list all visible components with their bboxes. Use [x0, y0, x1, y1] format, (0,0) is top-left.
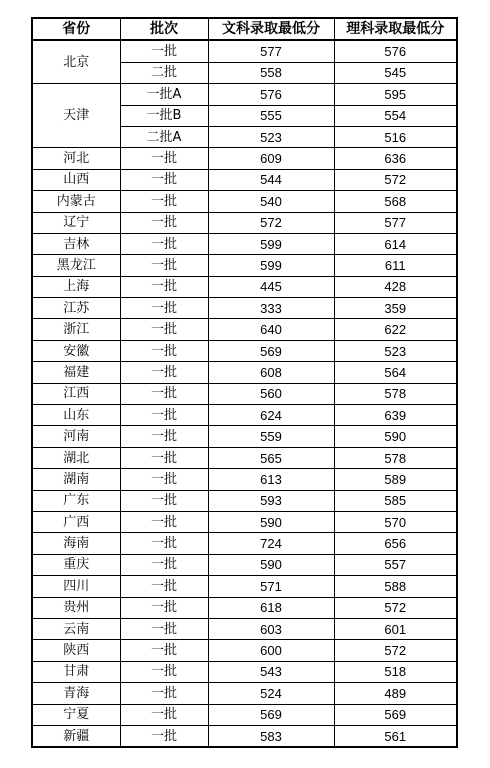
science-score-cell: 523 — [334, 340, 457, 361]
header-row — [32, 18, 457, 40]
arts-score-cell: 590 — [208, 511, 334, 532]
table-row — [32, 511, 457, 532]
arts-score-cell: 523 — [208, 126, 334, 147]
arts-score-cell: 560 — [208, 383, 334, 404]
batch-cell: 一批 — [120, 319, 208, 340]
province-cell: 甘肃 — [32, 661, 120, 682]
province-cell: 山西 — [32, 169, 120, 190]
arts-score-cell: 618 — [208, 597, 334, 618]
table-row — [32, 533, 457, 554]
arts-score-cell: 593 — [208, 490, 334, 511]
arts-score-cell: 599 — [208, 233, 334, 254]
batch-cell: 一批A — [120, 84, 208, 105]
arts-score-cell: 577 — [208, 40, 334, 62]
batch-cell: 一批 — [120, 640, 208, 661]
table-row — [32, 255, 457, 276]
table-row — [32, 340, 457, 361]
province-cell: 山东 — [32, 405, 120, 426]
batch-cell: 一批 — [120, 276, 208, 297]
table-body — [32, 40, 457, 747]
science-score-cell: 516 — [334, 126, 457, 147]
science-score-cell: 489 — [334, 683, 457, 704]
table-row — [32, 148, 457, 169]
batch-cell: 一批 — [120, 362, 208, 383]
science-score-cell: 545 — [334, 62, 457, 83]
table-row — [32, 212, 457, 233]
batch-cell: 一批 — [120, 298, 208, 319]
arts-score-cell: 576 — [208, 84, 334, 105]
arts-score-cell: 569 — [208, 340, 334, 361]
province-cell: 新疆 — [32, 725, 120, 747]
batch-cell: 一批 — [120, 469, 208, 490]
batch-cell: 一批 — [120, 725, 208, 747]
arts-score-cell: 571 — [208, 576, 334, 597]
province-cell: 江苏 — [32, 298, 120, 319]
science-score-cell: 359 — [334, 298, 457, 319]
table-row — [32, 426, 457, 447]
batch-cell: 一批 — [120, 704, 208, 725]
science-score-cell: 570 — [334, 511, 457, 532]
batch-cell: 一批 — [120, 511, 208, 532]
batch-cell: 一批 — [120, 340, 208, 361]
batch-cell: 一批 — [120, 661, 208, 682]
batch-cell: 一批 — [120, 169, 208, 190]
province-cell: 宁夏 — [32, 704, 120, 725]
arts-score-cell: 333 — [208, 298, 334, 319]
table-row — [32, 362, 457, 383]
batch-cell: 一批 — [120, 683, 208, 704]
batch-cell: 一批B — [120, 105, 208, 126]
table-row — [32, 683, 457, 704]
table-row — [32, 40, 457, 62]
table-row — [32, 383, 457, 404]
province-cell: 湖南 — [32, 469, 120, 490]
batch-cell: 一批 — [120, 148, 208, 169]
science-score-cell: 656 — [334, 533, 457, 554]
table-row — [32, 597, 457, 618]
batch-cell: 一批 — [120, 554, 208, 575]
arts-score-cell: 540 — [208, 191, 334, 212]
science-score-cell: 568 — [334, 191, 457, 212]
science-score-cell: 557 — [334, 554, 457, 575]
arts-score-cell: 599 — [208, 255, 334, 276]
science-score-cell: 428 — [334, 276, 457, 297]
province-cell: 上海 — [32, 276, 120, 297]
science-score-cell: 572 — [334, 169, 457, 190]
science-score-cell: 578 — [334, 447, 457, 468]
header-arts-min-score: 文科录取最低分 — [208, 18, 334, 40]
table-row — [32, 84, 457, 105]
arts-score-cell: 558 — [208, 62, 334, 83]
science-score-cell: 569 — [334, 704, 457, 725]
arts-score-cell: 603 — [208, 618, 334, 639]
province-cell: 浙江 — [32, 319, 120, 340]
batch-cell: 一批 — [120, 191, 208, 212]
arts-score-cell: 559 — [208, 426, 334, 447]
science-score-cell: 601 — [334, 618, 457, 639]
arts-score-cell: 608 — [208, 362, 334, 383]
table-row — [32, 233, 457, 254]
arts-score-cell: 565 — [208, 447, 334, 468]
science-score-cell: 564 — [334, 362, 457, 383]
arts-score-cell: 524 — [208, 683, 334, 704]
arts-score-cell: 609 — [208, 148, 334, 169]
science-score-cell: 588 — [334, 576, 457, 597]
province-cell: 陕西 — [32, 640, 120, 661]
batch-cell: 二批A — [120, 126, 208, 147]
batch-cell: 一批 — [120, 383, 208, 404]
province-cell: 安徽 — [32, 340, 120, 361]
arts-score-cell: 613 — [208, 469, 334, 490]
province-cell: 湖北 — [32, 447, 120, 468]
province-cell: 吉林 — [32, 233, 120, 254]
batch-cell: 一批 — [120, 405, 208, 426]
batch-cell: 一批 — [120, 426, 208, 447]
batch-cell: 一批 — [120, 597, 208, 618]
batch-cell: 一批 — [120, 533, 208, 554]
province-cell: 广东 — [32, 490, 120, 511]
table-row — [32, 640, 457, 661]
province-cell: 辽宁 — [32, 212, 120, 233]
science-score-cell: 611 — [334, 255, 457, 276]
arts-score-cell: 590 — [208, 554, 334, 575]
batch-cell: 一批 — [120, 618, 208, 639]
table-row — [32, 576, 457, 597]
batch-cell: 一批 — [120, 233, 208, 254]
batch-cell: 一批 — [120, 447, 208, 468]
arts-score-cell: 544 — [208, 169, 334, 190]
science-score-cell: 518 — [334, 661, 457, 682]
province-cell: 黑龙江 — [32, 255, 120, 276]
table-row — [32, 447, 457, 468]
arts-score-cell: 583 — [208, 725, 334, 747]
table-row — [32, 319, 457, 340]
province-cell: 海南 — [32, 533, 120, 554]
arts-score-cell: 724 — [208, 533, 334, 554]
arts-score-cell: 445 — [208, 276, 334, 297]
province-cell: 河南 — [32, 426, 120, 447]
province-cell: 天津 — [32, 84, 120, 148]
science-score-cell: 639 — [334, 405, 457, 426]
arts-score-cell: 543 — [208, 661, 334, 682]
province-cell: 青海 — [32, 683, 120, 704]
science-score-cell: 572 — [334, 640, 457, 661]
science-score-cell: 614 — [334, 233, 457, 254]
science-score-cell: 589 — [334, 469, 457, 490]
science-score-cell: 576 — [334, 40, 457, 62]
province-cell: 贵州 — [32, 597, 120, 618]
table-row — [32, 405, 457, 426]
science-score-cell: 636 — [334, 148, 457, 169]
batch-cell: 二批 — [120, 62, 208, 83]
arts-score-cell: 624 — [208, 405, 334, 426]
arts-score-cell: 555 — [208, 105, 334, 126]
table-row — [32, 276, 457, 297]
arts-score-cell: 572 — [208, 212, 334, 233]
province-cell: 福建 — [32, 362, 120, 383]
province-cell: 广西 — [32, 511, 120, 532]
science-score-cell: 561 — [334, 725, 457, 747]
table-header — [32, 18, 457, 40]
arts-score-cell: 640 — [208, 319, 334, 340]
batch-cell: 一批 — [120, 40, 208, 62]
science-score-cell: 554 — [334, 105, 457, 126]
table-row — [32, 704, 457, 725]
batch-cell: 一批 — [120, 576, 208, 597]
header-science-min-score: 理科录取最低分 — [334, 18, 457, 40]
science-score-cell: 572 — [334, 597, 457, 618]
batch-cell: 一批 — [120, 255, 208, 276]
table-row — [32, 469, 457, 490]
province-cell: 云南 — [32, 618, 120, 639]
table-row — [32, 169, 457, 190]
batch-cell: 一批 — [120, 212, 208, 233]
header-province: 省份 — [32, 18, 120, 40]
province-cell: 河北 — [32, 148, 120, 169]
arts-score-cell: 600 — [208, 640, 334, 661]
table-row — [32, 554, 457, 575]
table-row — [32, 490, 457, 511]
science-score-cell: 590 — [334, 426, 457, 447]
table-row — [32, 661, 457, 682]
admission-score-table — [31, 17, 458, 748]
science-score-cell: 622 — [334, 319, 457, 340]
province-cell: 重庆 — [32, 554, 120, 575]
province-cell: 四川 — [32, 576, 120, 597]
table-row — [32, 298, 457, 319]
province-cell: 内蒙古 — [32, 191, 120, 212]
province-cell: 北京 — [32, 40, 120, 83]
science-score-cell: 595 — [334, 84, 457, 105]
table-row — [32, 725, 457, 747]
arts-score-cell: 569 — [208, 704, 334, 725]
province-cell: 江西 — [32, 383, 120, 404]
table-row — [32, 618, 457, 639]
batch-cell: 一批 — [120, 490, 208, 511]
header-batch: 批次 — [120, 18, 208, 40]
table-row — [32, 191, 457, 212]
science-score-cell: 585 — [334, 490, 457, 511]
science-score-cell: 577 — [334, 212, 457, 233]
science-score-cell: 578 — [334, 383, 457, 404]
